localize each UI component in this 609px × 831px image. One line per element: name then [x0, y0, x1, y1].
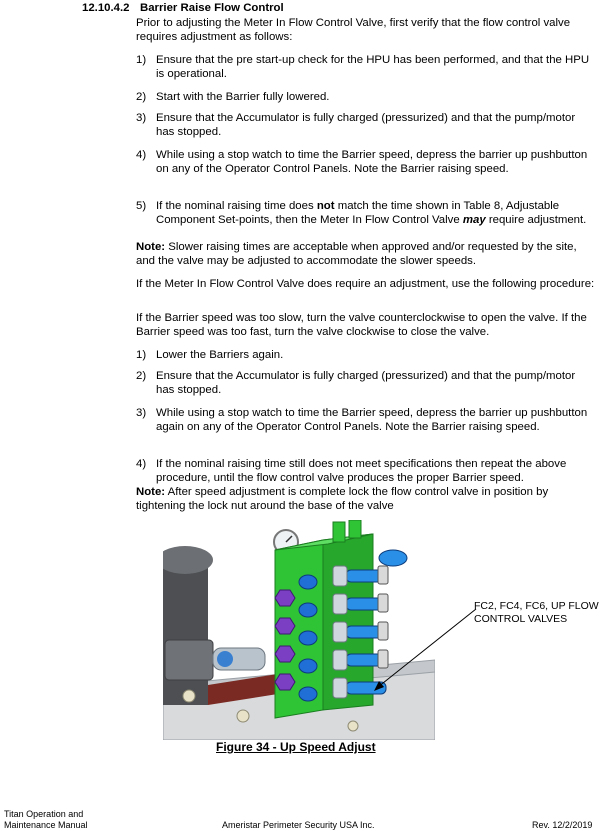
step-number: 1) [136, 349, 147, 361]
list-item [136, 54, 596, 81]
section-title: Barrier Raise Flow Control [140, 2, 284, 14]
step-number: 1) [136, 54, 147, 66]
step-text: While using a stop watch to time the Barrier speed, depress the barrier up pushbutton on any of the Operator Control Panels. Note the Barrier raising speed. [156, 149, 588, 175]
list-item [136, 349, 596, 363]
note-text: Slower raising times are acceptable when approved and/or requested by the site, and the valve may be adjusted to accommodate the slower speeds. [136, 241, 577, 267]
adjust-paragraph: If the Meter In Flow Control Valve does require an adjustment, use the following procedure: [136, 278, 595, 290]
step-text: Ensure that the pre start-up check for the HPU has been performed, and that the HPU is operational. [156, 54, 590, 80]
footer-revision: Rev. 12/2/2019 [532, 820, 593, 830]
list-item [136, 91, 596, 105]
bolt [237, 710, 249, 722]
step-number: 4) [136, 458, 147, 470]
note-label: Note: [136, 486, 166, 498]
list-item [136, 112, 596, 139]
turn-paragraph: If the Barrier speed was too slow, turn the valve counterclockwise to open the valve. If the Barrier speed was too fast, turn the valve clockwise to close the valve. [136, 312, 587, 338]
footer-manual: Titan Operation and Maintenance Manual [4, 809, 88, 830]
bolt [348, 721, 358, 731]
step-text: Start with the Barrier fully lowered. [156, 91, 330, 103]
footer-company: Ameristar Perimeter Security USA Inc. [222, 820, 375, 830]
step-text: Ensure that the Accumulator is fully charged (pressurized) and that the pump/motor has stopped. [156, 370, 576, 396]
step-text: If the nominal raising time does not match the time shown in Table 8, Adjustable Component Set-points, then the Meter In Flow Control Valve may require adjustment. [156, 200, 587, 226]
figure-caption: Figure 34 - Up Speed Adjust [216, 740, 376, 754]
figure-callout: FC2, FC4, FC6, UP FLOW CONTROL VALVES [474, 600, 599, 625]
step-text: Ensure that the Accumulator is fully charged (pressurized) and that the pump/motor has stopped. [156, 112, 576, 138]
section-heading [82, 2, 284, 16]
list-item [136, 370, 596, 397]
list-item [136, 149, 596, 176]
step-text: Lower the Barriers again. [156, 349, 284, 361]
note-label: Note: [136, 241, 166, 253]
step-text: While using a stop watch to time the Barrier speed, depress the barrier up pushbutton again on any of the Operator Control Panels. Note the Barrier raising speed. [156, 407, 588, 433]
step-number: 3) [136, 112, 147, 124]
motor-body [163, 555, 208, 705]
step-number: 4) [136, 149, 147, 161]
note-text: After speed adjustment is complete lock the flow control valve in position by tightening the lock nut around the base of the valve [136, 486, 549, 512]
step-number: 5) [136, 200, 147, 212]
list-item [136, 200, 596, 227]
step-number: 2) [136, 91, 147, 103]
note [136, 241, 596, 268]
step-text: If the nominal raising time still does not meet specifications then repeat the above procedure, until the flow control valve produces the proper Barrier speed. [156, 458, 567, 484]
step-number: 3) [136, 407, 147, 419]
list-item [136, 458, 596, 485]
motor-junction-box [165, 640, 213, 680]
bolt [183, 690, 195, 702]
step-number: 2) [136, 370, 147, 382]
intro-paragraph: Prior to adjusting the Meter In Flow Control Valve, first verify that the flow control valve requires adjustment as follows: [136, 17, 571, 43]
note [136, 486, 596, 513]
list-item [136, 407, 596, 434]
filter-cap [217, 651, 233, 667]
callout-leader-line [370, 605, 480, 695]
section-number: 12.10.4.2 [82, 2, 130, 14]
